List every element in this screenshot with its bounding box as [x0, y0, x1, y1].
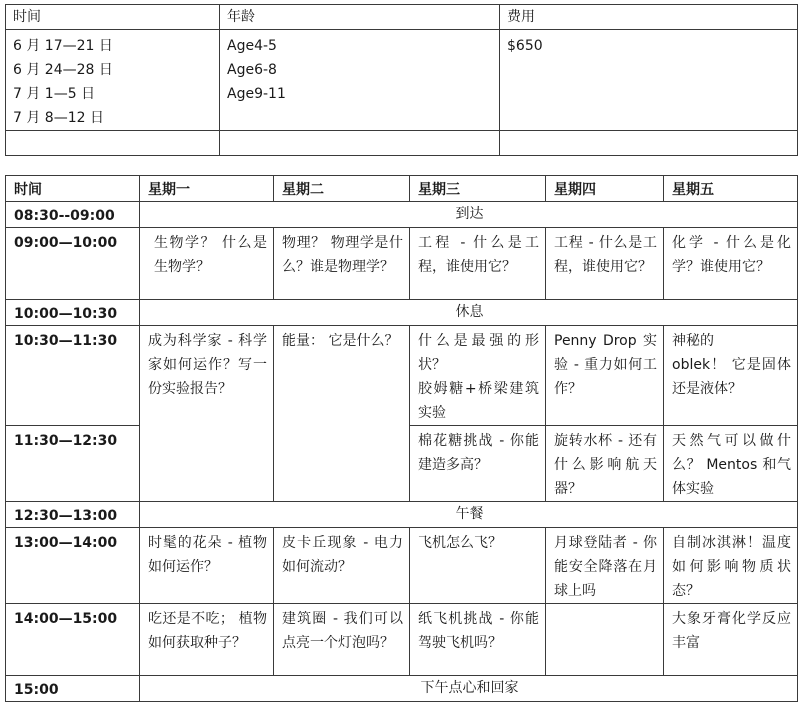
col-header-thursday: 星期四: [546, 176, 664, 202]
empty-cell: [220, 131, 500, 156]
empty-cell: [6, 131, 220, 156]
activity-tuesday: 皮卡丘现象 - 电力如何流动？: [274, 528, 410, 604]
activity-friday: 天然气可以做什么？ Mentos 和气体实验: [664, 426, 798, 502]
col-header-friday: 星期五: [664, 176, 798, 202]
age-group: Age4-5: [227, 38, 277, 54]
slot-1400-row: [6, 604, 798, 676]
summary-header-age: 年龄: [220, 5, 500, 30]
activity-friday: 大象牙膏化学反应丰富: [664, 604, 798, 676]
activity-friday: 化学 - 什么是化学？谁使用它？: [664, 228, 798, 300]
summary-empty-row: [6, 131, 798, 156]
time-cell: 08:30--09:00: [6, 202, 140, 228]
summary-header-row: [6, 5, 798, 30]
activity-thursday: Penny Drop 实验 - 重力如何工作？: [546, 326, 664, 426]
activity-tuesday: 建筑圈 - 我们可以点亮一个灯泡吗？: [274, 604, 410, 676]
time-cell: 15:00: [6, 676, 140, 702]
slot-0900-row: [6, 228, 798, 300]
activity-monday: 生物学？ 什么是生物学？: [140, 228, 274, 300]
activity-tuesday: 能量： 它是什么？: [274, 326, 410, 502]
time-cell: 10:30—11:30: [6, 326, 140, 426]
activity-thursday: 旋转水杯 - 还有什么影响航天器？: [546, 426, 664, 502]
weekly-schedule-table: [5, 175, 798, 702]
time-cell: 11:30—12:30: [6, 426, 140, 502]
summary-body-row: [6, 30, 798, 131]
activity-thursday: [546, 604, 664, 676]
activity-title: 神秘的: [672, 333, 714, 349]
time-cell: 13:00—14:00: [6, 528, 140, 604]
activity-wednesday: 棉花糖挑战 - 你能建造多高？: [410, 426, 546, 502]
activity-wednesday: 工程 - 什么是工程，谁使用它？: [410, 228, 546, 300]
age-group: Age9-11: [227, 86, 286, 102]
activity-friday: 自制冰淇淋！温度如何影响物质状态？: [664, 528, 798, 604]
session-date: 7 月 8—12 日: [13, 110, 104, 126]
col-header-monday: 星期一: [140, 176, 274, 202]
time-cell: 10:00—10:30: [6, 300, 140, 326]
session-date: 6 月 24—28 日: [13, 62, 113, 78]
schedule-header-row: [6, 176, 798, 202]
snack-label: 下午点心和回家: [140, 676, 798, 702]
summary-header-fee: 费用: [500, 5, 798, 30]
session-date: 7 月 1—5 日: [13, 86, 96, 102]
col-header-wednesday: 星期三: [410, 176, 546, 202]
fee-value: $650: [507, 38, 543, 54]
break-label: 休息: [140, 300, 798, 326]
activity-wednesday: 飞机怎么飞？: [410, 528, 546, 604]
time-cell: 09:00—10:00: [6, 228, 140, 300]
activity-subtitle: oblek！ 它是固体还是液体？: [672, 357, 791, 397]
activity-monday: 吃还是不吃； 植物如何获取种子？: [140, 604, 274, 676]
activity-wednesday: [410, 326, 546, 426]
arrival-row: [6, 202, 798, 228]
summary-ages-cell: [220, 30, 500, 131]
session-summary-table: [5, 4, 798, 156]
empty-cell: [500, 131, 798, 156]
activity-tuesday: 物理？ 物理学是什么？谁是物理学？: [274, 228, 410, 300]
summary-fee-cell: [500, 30, 798, 131]
snack-row: [6, 676, 798, 702]
slot-1030-row: [6, 326, 798, 426]
col-header-time: 时间: [6, 176, 140, 202]
activity-wednesday: 纸飞机挑战 - 你能驾驶飞机吗？: [410, 604, 546, 676]
activity-thursday: 月球登陆者 - 你能安全降落在月球上吗: [546, 528, 664, 604]
activity-subtitle: 胶姆糖+桥梁建筑实验: [418, 381, 539, 421]
lunch-label: 午餐: [140, 502, 798, 528]
slot-1300-row: [6, 528, 798, 604]
session-date: 6 月 17—21 日: [13, 38, 113, 54]
age-group: Age6-8: [227, 62, 277, 78]
activity-monday: 时髦的花朵 - 植物如何运作？: [140, 528, 274, 604]
activity-title: 什么是最强的形状？: [418, 333, 539, 373]
summary-header-time: 时间: [6, 5, 220, 30]
lunch-row: [6, 502, 798, 528]
time-cell: 12:30—13:00: [6, 502, 140, 528]
activity-thursday: 工程 - 什么是工程，谁使用它？: [546, 228, 664, 300]
summary-dates-cell: [6, 30, 220, 131]
activity-friday: [664, 326, 798, 426]
arrival-label: 到达: [140, 202, 798, 228]
time-cell: 14:00—15:00: [6, 604, 140, 676]
activity-monday: 成为科学家 - 科学家如何运作？写一份实验报告？: [140, 326, 274, 502]
col-header-tuesday: 星期二: [274, 176, 410, 202]
break-row: [6, 300, 798, 326]
